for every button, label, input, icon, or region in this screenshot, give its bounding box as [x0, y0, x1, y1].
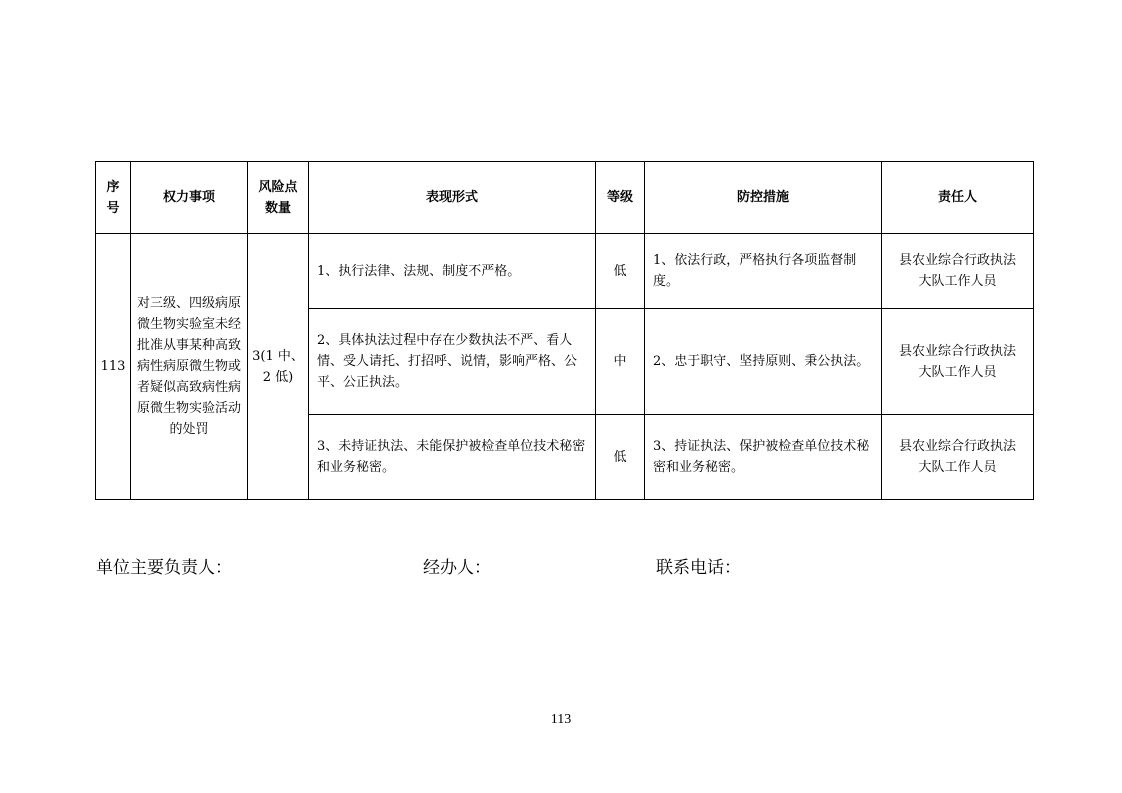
page-number: 113 [550, 712, 572, 727]
cell-level: 低 [596, 234, 645, 309]
header-manifestation: 表现形式 [309, 162, 596, 234]
cell-level: 中 [596, 309, 645, 415]
cell-measure: 2、忠于职守、坚持原则、秉公执法。 [645, 309, 882, 415]
header-risk-count: 风险点 数量 [248, 162, 309, 234]
cell-manifestation: 3、未持证执法、未能保护被检查单位技术秘密和业务秘密。 [309, 415, 596, 500]
cell-responsible: 县农业综合行政执法大队工作人员 [882, 415, 1034, 500]
cell-seq: 113 [96, 234, 131, 500]
table-header-row [96, 162, 1034, 234]
footer-handler-label: 经办人： [423, 558, 491, 578]
cell-power-item: 对三级、四级病原微生物实验室未经批准从事某种高致病性病原微生物或者疑似高致病性病原微生物实验活动的处罚 [131, 234, 248, 500]
risk-control-table [95, 161, 1034, 500]
footer-unit-head-label: 单位主要负责人： [96, 558, 232, 578]
table-row [96, 234, 1034, 309]
cell-responsible: 县农业综合行政执法大队工作人员 [882, 309, 1034, 415]
cell-level: 低 [596, 415, 645, 500]
footer-phone-label: 联系电话： [656, 558, 741, 578]
header-seq: 序 号 [96, 162, 131, 234]
cell-measure: 1、依法行政，严格执行各项监督制度。 [645, 234, 882, 309]
cell-responsible: 县农业综合行政执法大队工作人员 [882, 234, 1034, 309]
cell-manifestation: 2、具体执法过程中存在少数执法不严、看人情、受人请托、打招呼、说情，影响严格、公平、公正执法。 [309, 309, 596, 415]
header-level: 等级 [596, 162, 645, 234]
cell-measure: 3、持证执法、保护被检查单位技术秘密和业务秘密。 [645, 415, 882, 500]
header-power-item: 权力事项 [131, 162, 248, 234]
header-responsible: 责任人 [882, 162, 1034, 234]
cell-manifestation: 1、执行法律、法规、制度不严格。 [309, 234, 596, 309]
cell-risk-count: 3(1 中、2 低) [248, 234, 309, 500]
header-measures: 防控措施 [645, 162, 882, 234]
